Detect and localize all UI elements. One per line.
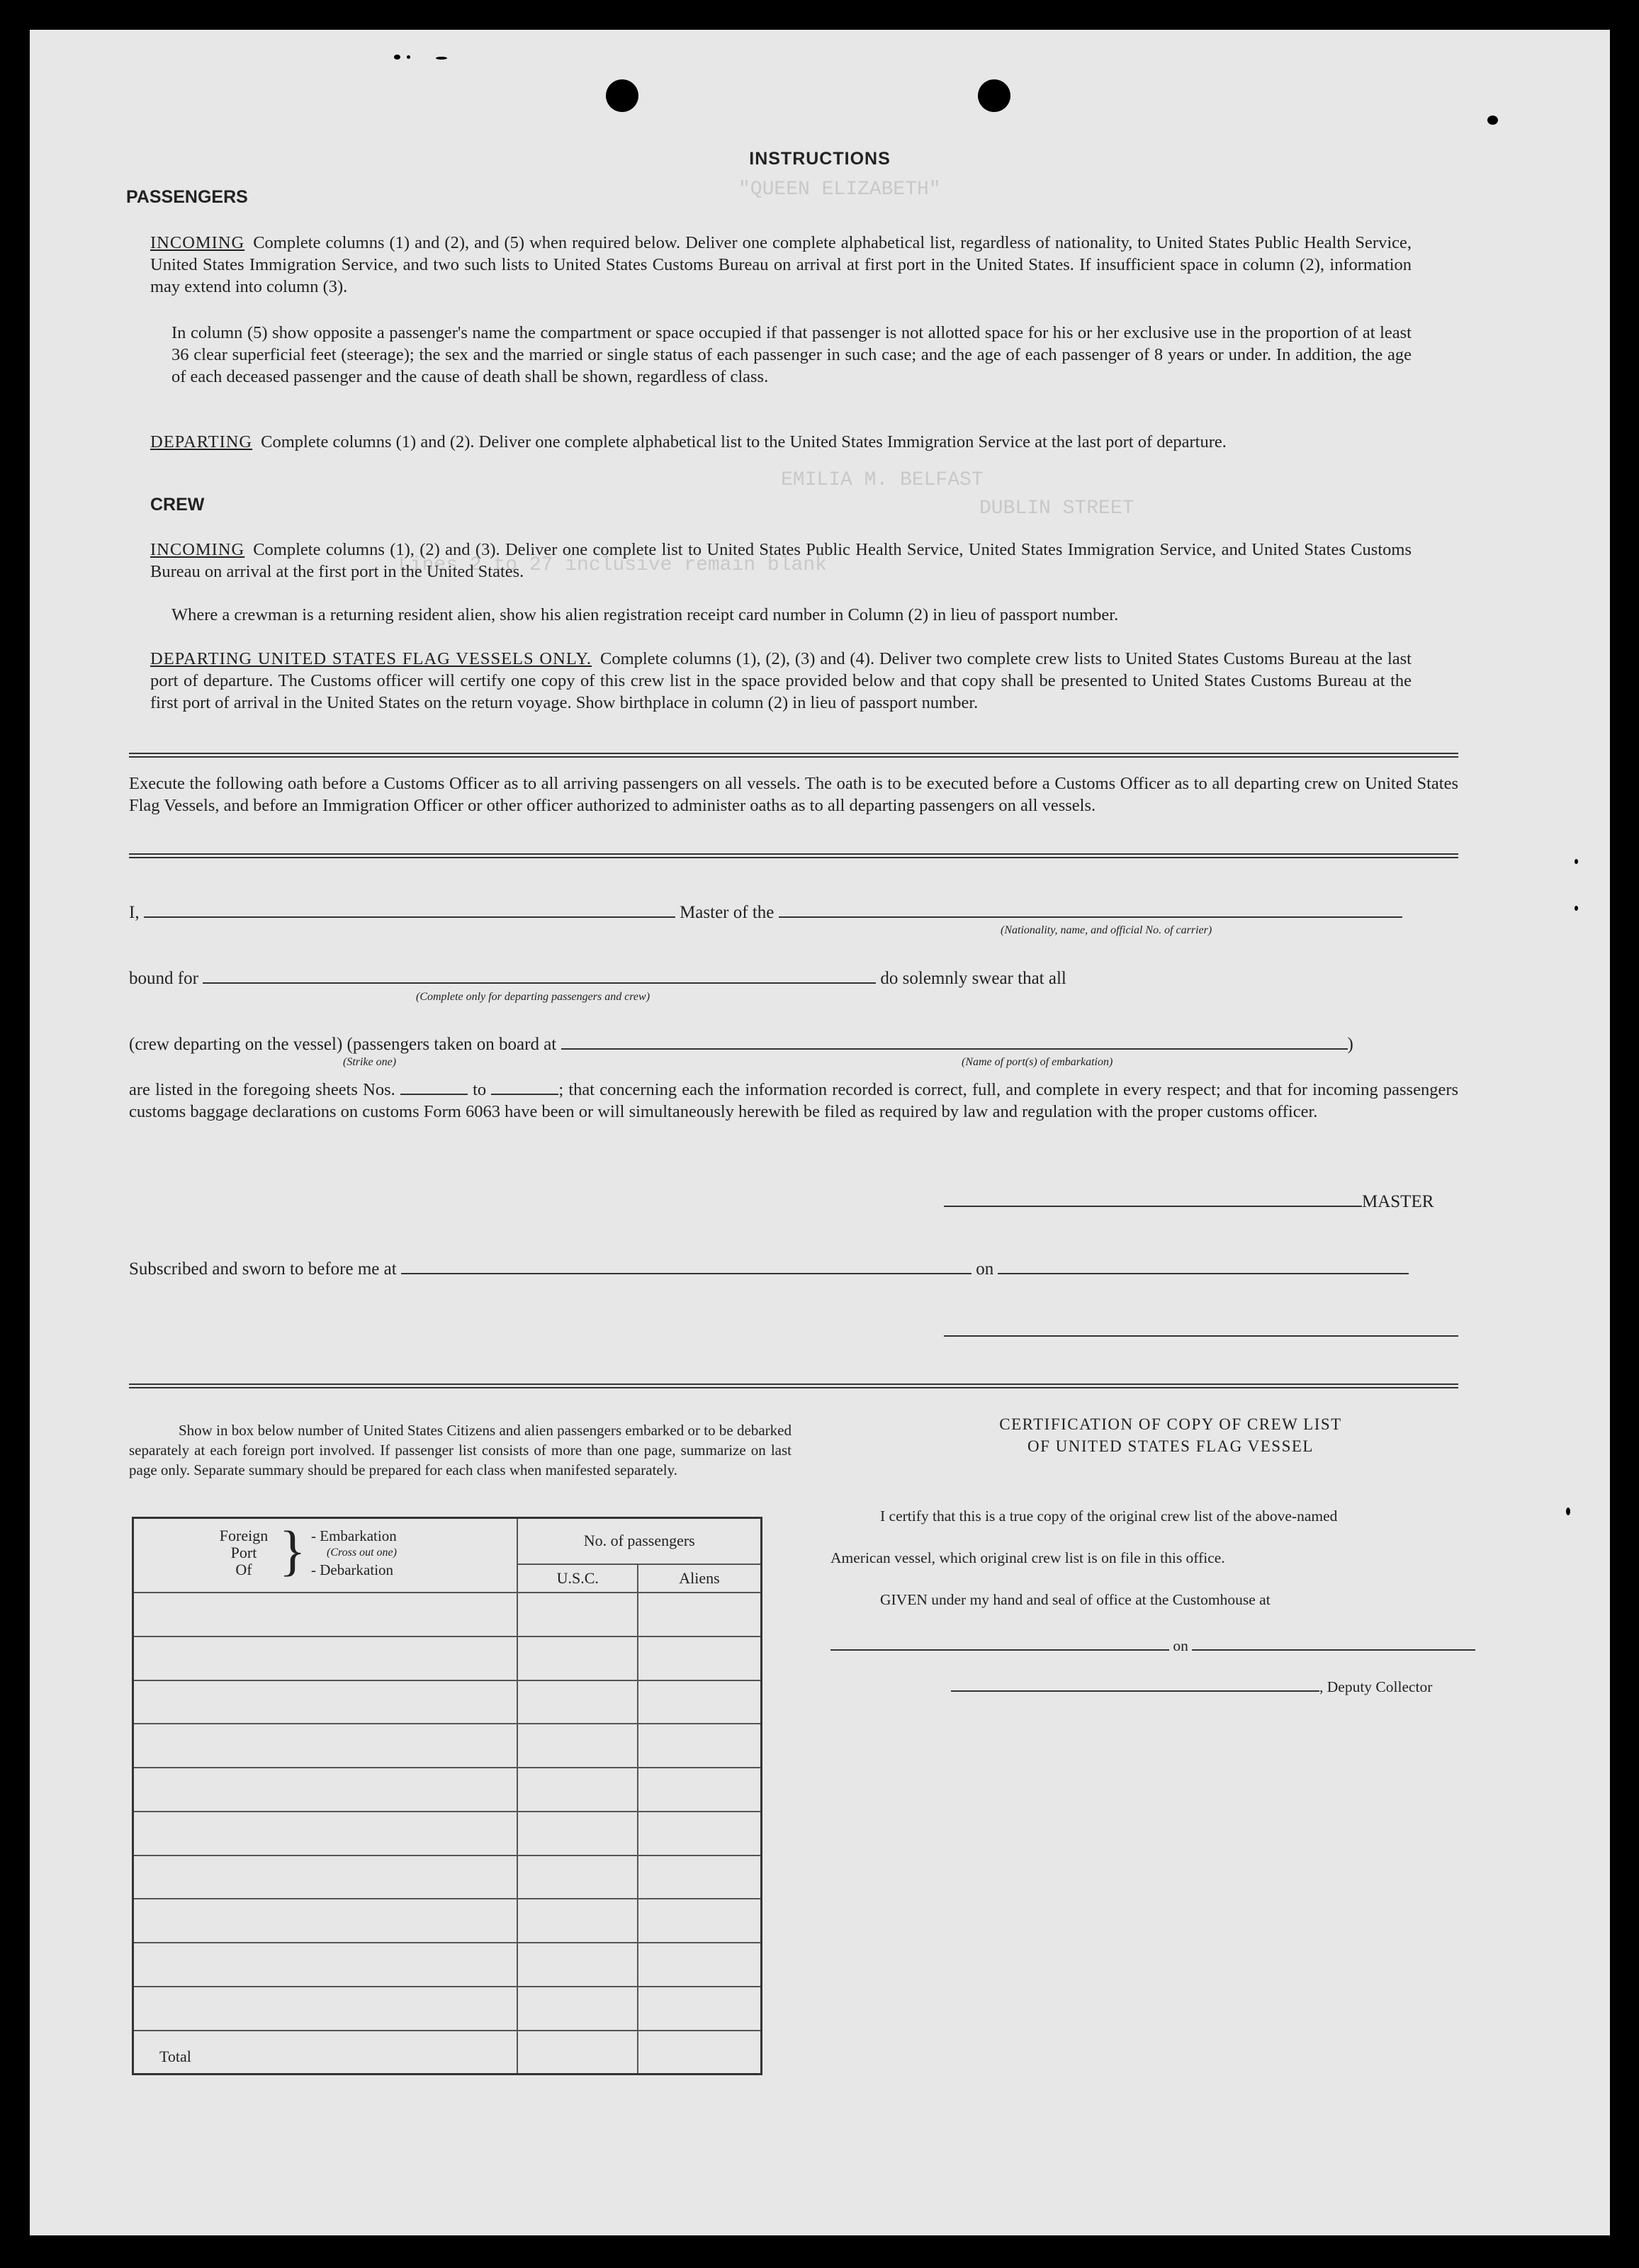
cross-out-note: (Cross out one): [327, 1546, 397, 1559]
sheet-to-field[interactable]: [491, 1094, 558, 1095]
aliens-cell[interactable]: [638, 1943, 762, 1987]
sworn-date-field[interactable]: [998, 1273, 1409, 1274]
master-label: MASTER: [1362, 1192, 1434, 1211]
bound-for-field[interactable]: [203, 982, 876, 984]
total-label: Total: [159, 2048, 191, 2065]
deputy-signature-field[interactable]: [951, 1690, 1319, 1692]
total-label-cell: [133, 2031, 518, 2075]
master-signature-line: [944, 1192, 1434, 1212]
bleed-through: Lines 2 to 27 inclusive remain blank: [398, 554, 827, 576]
usc-header: U.S.C.: [517, 1564, 638, 1593]
crew-departing-text: Complete columns (1), (2), (3) and (4). Deliver two complete crew lists to United States Customs Bureau at the last port of departure. The Customs officer will certify one copy of this crew list in the space provided below and that copy shall be presented to United States Customs Bureau at the first port of arrival in the United States on the return voyage. Show birthplace in column (2) in lieu of passport number.: [150, 649, 1412, 712]
given-line: GIVEN under my hand and seal of office at the Customhouse at: [880, 1591, 1271, 1608]
passengers-departing-text: Complete columns (1) and (2). Deliver one complete alphabetical list to the United States Immigration Service at the last port of departure.: [261, 432, 1227, 451]
certification-title-1: CERTIFICATION OF COPY OF CREW LIST: [999, 1415, 1342, 1433]
usc-cell[interactable]: [517, 1768, 638, 1812]
usc-cell[interactable]: [517, 1943, 638, 1987]
certification-title: [845, 1413, 1497, 1457]
bleed-through: DUBLIN STREET: [979, 498, 1134, 520]
port-cell[interactable]: [133, 1812, 518, 1856]
aliens-total-cell[interactable]: [638, 2031, 762, 2075]
oath-crew-departing-label: (crew departing on the vessel) (passengers taken on board at: [129, 1035, 557, 1054]
oath-listed-statement: [129, 1079, 1458, 1123]
certification-title-2: OF UNITED STATES FLAG VESSEL: [1027, 1437, 1314, 1455]
aliens-cell[interactable]: [638, 1856, 762, 1899]
oath-listed-b: ; that concerning each the information recorded is correct, full, and complete in every respect; and that for incoming passengers customs baggage declarations on customs Form 6063 have been or will simultaneously herewith be filed as required by law and regulation with the proper customs officer.: [129, 1080, 1459, 1121]
master-signature-field[interactable]: [944, 1206, 1362, 1207]
aliens-cell[interactable]: [638, 1812, 762, 1856]
oath-line-master: [129, 903, 1458, 923]
oath-listed-to: to: [473, 1080, 487, 1099]
section-divider: [129, 853, 1458, 858]
usc-cell[interactable]: [517, 1680, 638, 1724]
customhouse-line: [830, 1637, 1475, 1655]
officer-signature-line[interactable]: [944, 1335, 1458, 1337]
ink-speck: [1566, 1508, 1570, 1515]
usc-cell[interactable]: [517, 1812, 638, 1856]
usc-cell[interactable]: [517, 1724, 638, 1768]
usc-cell[interactable]: [517, 1856, 638, 1899]
crew-heading: CREW: [150, 495, 205, 515]
no-passengers-header: No. of passengers: [517, 1518, 761, 1564]
crew-resident-text: Where a crewman is a returning resident alien, show his alien registration receipt card number in Column (2) in lieu of passport number.: [171, 605, 1119, 624]
port-cell[interactable]: [133, 1987, 518, 2031]
usc-cell[interactable]: [517, 1593, 638, 1637]
port-cell[interactable]: [133, 1768, 518, 1812]
oath-intro: Execute the following oath before a Customs Officer as to all arriving passengers on all vessels. The oath is to be executed before a Customs Officer as to all departing crew on United States Flag Vessels, and before an Immigration Officer or other officer authorized to administer oaths as to all departing passengers on all vessels.: [129, 774, 1458, 815]
aliens-cell[interactable]: [638, 1637, 762, 1680]
ink-speck: [394, 55, 400, 60]
passengers-column5-text: In column (5) show opposite a passenger's name the compartment or space occupied if that passenger is not allotted space for his or her exclusive use in the proportion of at least 36 clear superficial feet (steerage); the sex and the married or single status of each passenger in such case; and the age of each passenger of 8 years or under. In addition, the age of each deceased passenger and the cause of death shall be shown, regardless of class.: [171, 323, 1412, 386]
crew-incoming-text: Complete columns (1), (2) and (3). Deliver one complete list to United States Public Health Service, United States Immigration Service, and United States Customs Bureau on arrival at the first port in the United States.: [150, 540, 1412, 581]
customhouse-field[interactable]: [830, 1649, 1169, 1651]
passengers-incoming-instruction: [150, 232, 1412, 298]
carrier-note: (Nationality, name, and official No. of carrier): [1001, 924, 1212, 936]
certify-line-2: American vessel, which original crew list is on file in this office.: [830, 1549, 1225, 1566]
port-cell[interactable]: [133, 1856, 518, 1899]
oath-bound-for-label: bound for: [129, 969, 198, 988]
port-note: (Name of port(s) of embarkation): [962, 1056, 1113, 1068]
oath-line-bound: [129, 969, 1458, 989]
debarkation-label: - Debarkation: [311, 1561, 394, 1578]
punch-hole-left: [606, 79, 638, 112]
crew-departing-label: DEPARTING UNITED STATES FLAG VESSELS ONLY.: [150, 649, 592, 668]
of-label: Of: [235, 1561, 252, 1578]
sworn-on-label: on: [976, 1259, 994, 1279]
summary-intro: Show in box below number of United States Citizens and alien passengers embarked or to be debarked separately at each foreign port involved. If passenger list consists of more than one page, summarize on last page only. Separate summary should be prepared for each class when manifested separately.: [129, 1422, 792, 1478]
port-cell[interactable]: [133, 1943, 518, 1987]
punch-hole-right: [978, 79, 1010, 112]
usc-cell[interactable]: [517, 1899, 638, 1943]
usc-cell[interactable]: [517, 1987, 638, 2031]
foreign-port-header: [133, 1518, 518, 1593]
aliens-cell[interactable]: [638, 1724, 762, 1768]
oath-master-of-label: Master of the: [680, 903, 775, 922]
aliens-cell[interactable]: [638, 1768, 762, 1812]
port-cell[interactable]: [133, 1637, 518, 1680]
ink-speck: [436, 57, 447, 60]
complete-only-note: (Complete only for departing passengers and crew): [416, 991, 650, 1003]
passengers-incoming-label: INCOMING: [150, 233, 245, 252]
passengers-departing-label: DEPARTING: [150, 432, 253, 451]
oath-i-label: I,: [129, 903, 140, 922]
section-divider: [129, 1383, 1458, 1388]
sworn-place-field[interactable]: [401, 1273, 971, 1274]
strike-one-note: (Strike one): [343, 1056, 397, 1068]
close-paren: ): [1347, 1035, 1353, 1054]
port-cell[interactable]: [133, 1899, 518, 1943]
passengers-incoming-text: Complete columns (1) and (2), and (5) when required below. Deliver one complete alphabetical list, regardless of nationality, to United States Public Health Service, United States Immigration Service, and two such lists to United States Customs Bureau on arrival at first port in the United States. If insufficient space in column (2), information may extend into column (3).: [150, 233, 1412, 296]
section-divider: [129, 753, 1458, 758]
deputy-collector-label: , Deputy Collector: [1319, 1678, 1433, 1695]
foreign-label: Foreign: [219, 1527, 269, 1544]
aliens-cell[interactable]: [638, 1987, 762, 2031]
master-name-field[interactable]: [144, 916, 675, 918]
certification-on-label: on: [1173, 1637, 1188, 1654]
bleed-through: "QUEEN ELIZABETH": [738, 179, 941, 201]
crew-resident-instruction: [171, 604, 1412, 626]
crew-departing-instruction: [150, 648, 1412, 714]
oath-listed-a: are listed in the foregoing sheets Nos.: [129, 1080, 395, 1099]
ink-speck: [1487, 116, 1498, 125]
passengers-heading: PASSENGERS: [126, 187, 248, 207]
oath-line-crew-departing: [129, 1035, 1458, 1055]
subscribed-label: Subscribed and sworn to before me at: [129, 1259, 397, 1279]
ink-speck: [1575, 859, 1578, 864]
certification-date-field[interactable]: [1192, 1649, 1475, 1651]
oath-swear-label: do solemnly swear that all: [880, 969, 1066, 988]
certify-line-1: I certify that this is a true copy of the original crew list of the above-named: [880, 1508, 1338, 1525]
aliens-header: Aliens: [638, 1564, 762, 1593]
port-cell[interactable]: [133, 1724, 518, 1768]
form-page: [30, 30, 1610, 2235]
ink-speck: [1575, 906, 1578, 911]
usc-cell[interactable]: [517, 1637, 638, 1680]
ink-speck: [407, 55, 410, 59]
usc-total-cell[interactable]: [517, 2031, 638, 2075]
bleed-through: EMILIA M. BELFAST: [781, 469, 984, 491]
page-title: INSTRUCTIONS: [749, 149, 891, 169]
carrier-field[interactable]: [779, 916, 1402, 918]
embarkation-label: - Embarkation: [311, 1527, 397, 1544]
sheet-from-field[interactable]: [400, 1094, 468, 1095]
aliens-cell[interactable]: [638, 1899, 762, 1943]
deputy-collector-line: [951, 1678, 1432, 1696]
crew-incoming-label: INCOMING: [150, 540, 245, 559]
embarkation-port-field[interactable]: [561, 1048, 1348, 1050]
port-label: Port: [230, 1544, 257, 1561]
port-cell[interactable]: [133, 1680, 518, 1724]
passengers-column5-instruction: [171, 322, 1412, 388]
passengers-departing-instruction: [150, 431, 1412, 453]
passenger-summary-table: [132, 1517, 762, 2075]
port-cell[interactable]: [133, 1593, 518, 1637]
aliens-cell[interactable]: [638, 1680, 762, 1724]
crew-incoming-instruction: [150, 539, 1412, 583]
brace-icon: }: [279, 1520, 306, 1581]
subscribed-line: [129, 1259, 1458, 1279]
aliens-cell[interactable]: [638, 1593, 762, 1637]
